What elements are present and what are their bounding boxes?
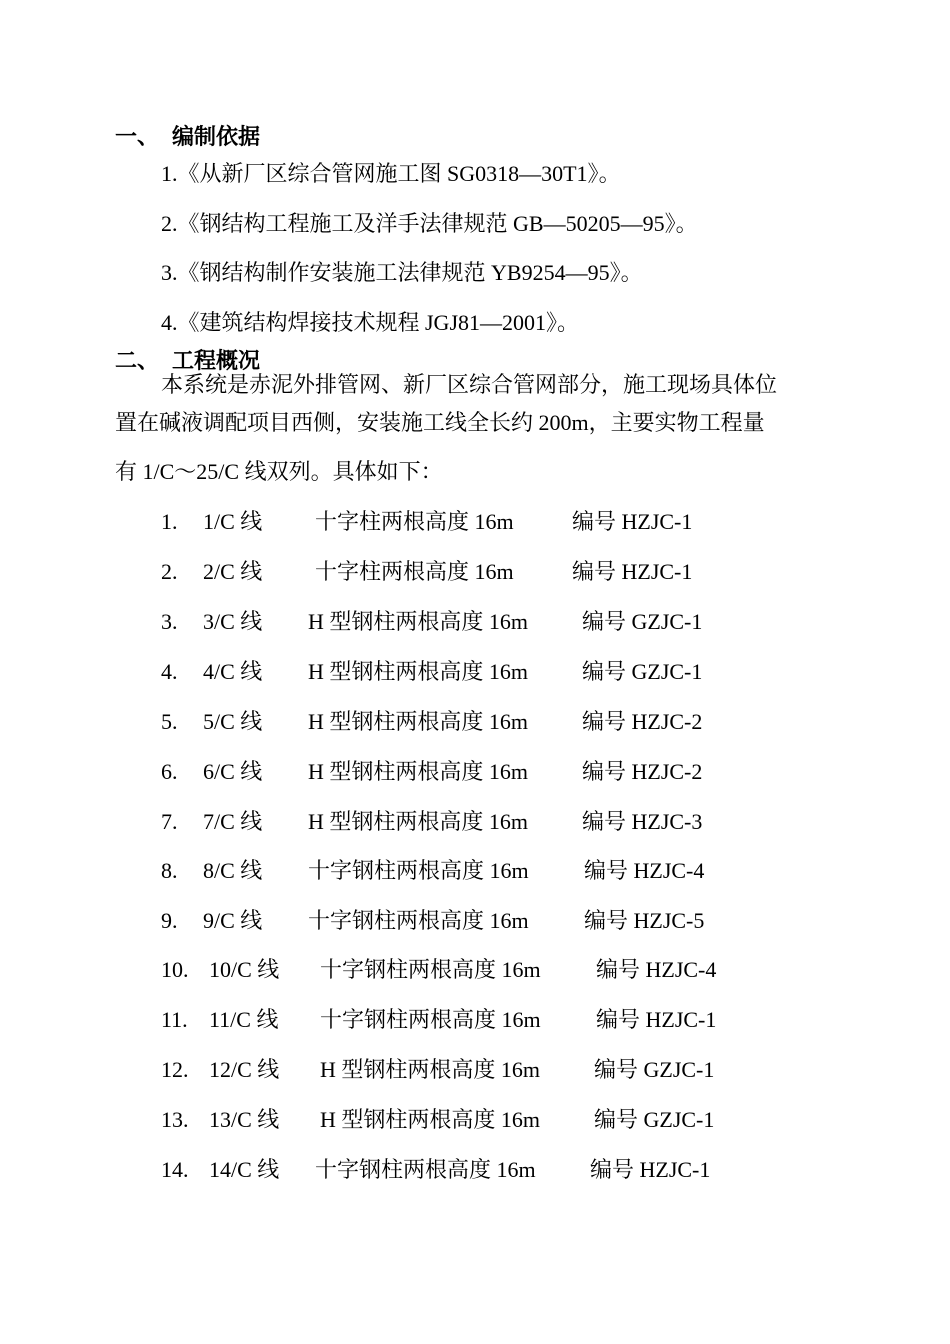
item-number: 13. — [161, 1107, 189, 1132]
item-line: 3/C 线 — [203, 609, 263, 634]
item-code: 编号 HZJC-1 — [596, 1007, 717, 1032]
item-line: 8/C 线 — [203, 858, 263, 883]
item-description: 十字钢柱两根高度 16m — [320, 957, 541, 982]
item-code: 编号 HZJC-4 — [596, 957, 717, 982]
section-heading-basis — [115, 123, 260, 151]
item-number: 1. — [161, 509, 178, 534]
item-number: 5. — [161, 709, 178, 734]
item-description: 十字柱两根高度 16m — [315, 509, 514, 534]
item-description: 十字钢柱两根高度 16m — [315, 1157, 536, 1182]
section-number: 一、 — [115, 124, 160, 149]
item-number: 10. — [161, 957, 189, 982]
item-number: 8. — [161, 858, 178, 883]
item-number: 11. — [161, 1007, 188, 1032]
item-code: 编号 GZJC-1 — [582, 609, 703, 634]
item-number: 6. — [161, 759, 178, 784]
section-title: 编制依据 — [172, 124, 261, 149]
overview-line-1: 本系统是赤泥外排管网、新厂区综合管网部分，施工现场具体位 — [161, 372, 778, 397]
item-description: H 型钢柱两根高度 16m — [308, 759, 529, 784]
item-code: 编号 HZJC-2 — [582, 709, 703, 734]
item-description: H 型钢柱两根高度 16m — [308, 709, 529, 734]
item-code: 编号 HZJC-3 — [582, 809, 703, 834]
section-title: 工程概况 — [172, 348, 261, 373]
section-number: 二、 — [115, 348, 160, 373]
item-code: 编号 HZJC-1 — [572, 509, 693, 534]
item-number: 2. — [161, 559, 178, 584]
item-description: 十字钢柱两根高度 16m — [308, 858, 529, 883]
item-number: 4. — [161, 659, 178, 684]
item-line: 2/C 线 — [203, 559, 263, 584]
item-line: 1/C 线 — [203, 509, 263, 534]
item-line: 13/C 线 — [209, 1107, 280, 1132]
item-description: 十字钢柱两根高度 16m — [320, 1007, 541, 1032]
item-code: 编号 HZJC-1 — [572, 559, 693, 584]
item-line: 11/C 线 — [209, 1007, 279, 1032]
item-description: H 型钢柱两根高度 16m — [320, 1057, 541, 1082]
item-line: 6/C 线 — [203, 759, 263, 784]
item-code: 编号 HZJC-5 — [584, 908, 705, 933]
item-code: 编号 HZJC-1 — [590, 1157, 711, 1182]
item-number: 12. — [161, 1057, 189, 1082]
item-code: 编号 HZJC-2 — [582, 759, 703, 784]
reference-item-1: 1.《从新厂区综合管网施工图 SG0318—30T1》。 — [161, 161, 621, 186]
reference-item-3: 3.《钢结构制作安装施工法律规范 YB9254—95》。 — [161, 260, 643, 285]
item-line: 10/C 线 — [209, 957, 280, 982]
overview-line-2: 置在碱液调配项目西侧，安装施工线全长约 200m，主要实物工程量 — [115, 410, 765, 435]
item-description: 十字钢柱两根高度 16m — [308, 908, 529, 933]
item-line: 9/C 线 — [203, 908, 263, 933]
item-line: 14/C 线 — [209, 1157, 280, 1182]
item-description: H 型钢柱两根高度 16m — [320, 1107, 541, 1132]
item-description: H 型钢柱两根高度 16m — [308, 609, 529, 634]
item-description: 十字柱两根高度 16m — [315, 559, 514, 584]
item-code: 编号 GZJC-1 — [594, 1057, 715, 1082]
item-line: 4/C 线 — [203, 659, 263, 684]
item-line: 5/C 线 — [203, 709, 263, 734]
item-number: 14. — [161, 1157, 189, 1182]
item-line: 7/C 线 — [203, 809, 263, 834]
reference-item-2: 2.《钢结构工程施工及洋手法律规范 GB—50205—95》。 — [161, 211, 698, 236]
item-description: H 型钢柱两根高度 16m — [308, 659, 529, 684]
overview-line-3: 有 1/C～25/C 线双列。具体如下： — [115, 459, 443, 484]
item-number: 7. — [161, 809, 178, 834]
item-code: 编号 GZJC-1 — [594, 1107, 715, 1132]
item-code: 编号 GZJC-1 — [582, 659, 703, 684]
item-number: 9. — [161, 908, 178, 933]
item-line: 12/C 线 — [209, 1057, 280, 1082]
item-code: 编号 HZJC-4 — [584, 858, 705, 883]
reference-item-4: 4.《建筑结构焊接技术规程 JGJ81—2001》。 — [161, 310, 580, 335]
item-description: H 型钢柱两根高度 16m — [308, 809, 529, 834]
item-number: 3. — [161, 609, 178, 634]
